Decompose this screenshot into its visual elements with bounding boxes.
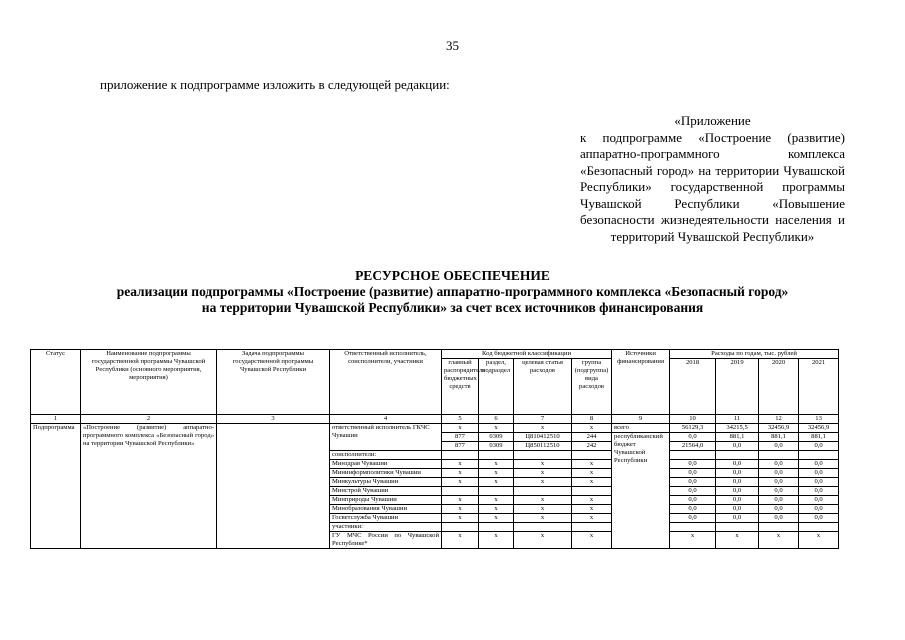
header-year-2019: 2019 [716, 359, 759, 415]
budget-code-cell: x [572, 469, 612, 478]
header-spacer [839, 350, 869, 415]
expense-cell: 0,0 [716, 460, 759, 469]
header-task: Задача подпрограммы государственной программы Чувашской Республики [217, 350, 330, 415]
header-year-2018: 2018 [670, 359, 716, 415]
expense-cell [799, 523, 839, 532]
budget-code-cell: x [514, 532, 572, 549]
executor-cell: Минздрав Чувашии [330, 460, 442, 469]
title-line-3: на территории Чувашской Республики» за счет всех источников финансирования [201, 300, 704, 315]
expense-cell: 0,0 [670, 469, 716, 478]
row-spacer [839, 451, 869, 460]
budget-code-cell: x [442, 514, 479, 523]
budget-code-cell: x [514, 505, 572, 514]
budget-code-cell: x [572, 505, 612, 514]
column-number: 13 [799, 415, 839, 424]
column-number: 5 [442, 415, 479, 424]
task-cell [217, 424, 330, 549]
executor-cell: ГУ МЧС России по Чувашской Республике* [330, 532, 442, 549]
expense-cell: 0,0 [670, 478, 716, 487]
budget-code-cell [572, 451, 612, 460]
source-all-cell: всего [612, 424, 670, 433]
appendix-note [580, 113, 845, 245]
expense-cell: 881,1 [716, 433, 759, 442]
executor-cell: Мининформполитики Чувашии [330, 469, 442, 478]
header-budget-code: Код бюджетной классификации [442, 350, 612, 359]
header-year-2021: 2021 [799, 359, 839, 415]
budget-code-cell: x [479, 478, 514, 487]
header-status: Статус [31, 350, 81, 415]
expense-cell: 0,0 [670, 460, 716, 469]
row-spacer [839, 505, 869, 514]
budget-code-cell: x [572, 460, 612, 469]
budget-code-cell [442, 451, 479, 460]
expense-cell: 56129,3 [670, 424, 716, 433]
expense-cell: 0,0 [670, 433, 716, 442]
column-number: 4 [330, 415, 442, 424]
expense-cell: 0,0 [716, 514, 759, 523]
row-spacer [839, 433, 869, 442]
expense-cell: 0,0 [759, 442, 799, 451]
budget-code-cell: x [442, 532, 479, 549]
column-number: 8 [572, 415, 612, 424]
expense-cell [759, 451, 799, 460]
expense-cell: 0,0 [759, 478, 799, 487]
budget-code-cell: x [442, 424, 479, 433]
header-expenses: Расходы по годам, тыс. рублей [670, 350, 839, 359]
header-bc-admin: главный распорядитель бюджетных средств [442, 359, 479, 415]
executor-cell: соисполнители: [330, 451, 442, 460]
executor-cell: Минприроды Чувашии [330, 496, 442, 505]
expense-cell: 881,1 [759, 433, 799, 442]
resource-table [30, 349, 869, 549]
budget-code-cell: x [572, 532, 612, 549]
header-executor: Ответственный исполнитель, соисполнители, участники [330, 350, 442, 415]
budget-code-cell: x [442, 505, 479, 514]
budget-code-cell [442, 523, 479, 532]
expense-cell: x [799, 532, 839, 549]
budget-code-cell: x [442, 496, 479, 505]
expense-cell: 0,0 [759, 487, 799, 496]
expense-cell: 0,0 [716, 487, 759, 496]
budget-code-cell [479, 451, 514, 460]
column-numbers-row [31, 415, 869, 424]
executor-cell: ответственный исполнитель ГКЧС Чувашии [330, 424, 442, 451]
expense-cell: 0,0 [799, 460, 839, 469]
budget-code-cell: x [479, 532, 514, 549]
row-spacer [839, 442, 869, 451]
row-spacer [839, 487, 869, 496]
expense-cell [670, 451, 716, 460]
executor-cell: Минкультуры Чувашии [330, 478, 442, 487]
column-number: 7 [514, 415, 572, 424]
expense-cell: 0,0 [759, 460, 799, 469]
column-number: 9 [612, 415, 670, 424]
executor-cell: Минстрой Чувашии [330, 487, 442, 496]
budget-code-cell: x [572, 496, 612, 505]
expense-cell: 0,0 [670, 487, 716, 496]
expense-cell: 21564,0 [670, 442, 716, 451]
expense-cell: x [759, 532, 799, 549]
budget-code-cell: x [572, 514, 612, 523]
expense-cell: 0,0 [799, 487, 839, 496]
header-name: Наименование подпрограммы государственной программы Чувашской Республики (основного мероприятия, мероприятия) [81, 350, 217, 415]
expense-cell: 881,1 [799, 433, 839, 442]
budget-code-cell: 0309 [479, 442, 514, 451]
budget-code-cell: x [479, 469, 514, 478]
row-spacer [839, 424, 869, 433]
document-title [0, 268, 905, 316]
expense-cell: 0,0 [670, 505, 716, 514]
budget-code-cell: 0309 [479, 433, 514, 442]
budget-code-cell: x [514, 514, 572, 523]
column-number: 1 [31, 415, 81, 424]
header-row-1 [31, 350, 869, 359]
budget-code-cell: 877 [442, 433, 479, 442]
expense-cell: 0,0 [799, 496, 839, 505]
title-line-1: РЕСУРСНОЕ ОБЕСПЕЧЕНИЕ [355, 268, 550, 283]
expense-cell: 0,0 [716, 505, 759, 514]
expense-cell: x [670, 532, 716, 549]
expense-cell [759, 523, 799, 532]
budget-code-cell: x [442, 460, 479, 469]
budget-code-cell: x [572, 424, 612, 433]
expense-cell [670, 523, 716, 532]
executor-cell: участники: [330, 523, 442, 532]
expense-cell [799, 451, 839, 460]
budget-code-cell: x [514, 478, 572, 487]
header-bc-section: раздел, подраздел [479, 359, 514, 415]
intro-text: приложение к подпрограмме изложить в следующей редакции: [100, 77, 450, 92]
row-spacer [839, 460, 869, 469]
budget-code-cell: x [479, 514, 514, 523]
row-spacer [839, 523, 869, 532]
column-number: 11 [716, 415, 759, 424]
program-name-cell: «Построение (развитие) аппаратно-программного комплекса «Безопасный город» на территории Чувашской Республики» [81, 424, 217, 549]
budget-code-cell [514, 487, 572, 496]
budget-code-cell [514, 523, 572, 532]
column-number: 3 [217, 415, 330, 424]
budget-code-cell: x [479, 496, 514, 505]
row-spacer [839, 496, 869, 505]
row-spacer [839, 532, 869, 549]
column-number: 10 [670, 415, 716, 424]
source-rb-cell: республиканский бюджет Чувашской Республики [612, 433, 670, 549]
column-number: 6 [479, 415, 514, 424]
expense-cell: 0,0 [759, 496, 799, 505]
row-spacer [839, 514, 869, 523]
expense-cell: 0,0 [799, 514, 839, 523]
budget-code-cell: x [442, 478, 479, 487]
budget-code-cell [479, 523, 514, 532]
budget-code-cell: Ц850112510 [514, 442, 572, 451]
expense-cell: 0,0 [716, 478, 759, 487]
appendix-body: к подпрограмме «Построение (развитие) аппаратно-программного комплекса «Безопасный город» на территории Чувашской Республики» государственной программы Чувашской Республики «Повышение безопасности жизнедеятельности населения и территорий Чувашской Республики» [580, 129, 845, 244]
expense-cell: 0,0 [759, 505, 799, 514]
expense-cell: 0,0 [716, 442, 759, 451]
row-spacer [839, 478, 869, 487]
expense-cell: 0,0 [799, 478, 839, 487]
budget-code-cell: x [479, 505, 514, 514]
status-cell: Подпрограмма [31, 424, 81, 549]
budget-code-cell: x [514, 469, 572, 478]
expense-cell: 34215,5 [716, 424, 759, 433]
header-year-2020: 2020 [759, 359, 799, 415]
budget-code-cell: x [479, 460, 514, 469]
expense-cell: 0,0 [799, 469, 839, 478]
column-number: 2 [81, 415, 217, 424]
expense-cell: 32456,9 [799, 424, 839, 433]
title-line-2: реализации подпрограммы «Построение (развитие) аппаратно-программного комплекса «Безопасный город» [116, 284, 789, 299]
budget-code-cell [442, 487, 479, 496]
expense-cell: 0,0 [716, 496, 759, 505]
executor-cell: Минобразования Чувашии [330, 505, 442, 514]
expense-cell: 32456,9 [759, 424, 799, 433]
expense-cell: 0,0 [759, 514, 799, 523]
budget-code-cell [572, 487, 612, 496]
expense-cell [716, 523, 759, 532]
budget-code-cell: x [514, 460, 572, 469]
budget-code-cell [479, 487, 514, 496]
expense-cell [716, 451, 759, 460]
budget-code-cell: x [572, 478, 612, 487]
budget-code-cell: Ц810412510 [514, 433, 572, 442]
appendix-heading: «Приложение [674, 113, 751, 128]
row-spacer [839, 469, 869, 478]
table-row [31, 424, 869, 433]
header-bc-target: целевая статья расходов [514, 359, 572, 415]
expense-cell: 0,0 [670, 514, 716, 523]
executor-cell: Госветслужба Чувашии [330, 514, 442, 523]
header-bc-group: группа (подгруппа) вида расходов [572, 359, 612, 415]
column-number: 12 [759, 415, 799, 424]
page-number: 35 [446, 38, 459, 53]
budget-code-cell: 242 [572, 442, 612, 451]
expense-cell: 0,0 [799, 505, 839, 514]
row-spacer [839, 415, 869, 424]
expense-cell: 0,0 [670, 496, 716, 505]
budget-code-cell: x [514, 496, 572, 505]
expense-cell: 0,0 [716, 469, 759, 478]
budget-code-cell [514, 451, 572, 460]
expense-cell: 0,0 [799, 442, 839, 451]
budget-code-cell: x [479, 424, 514, 433]
header-sources: Источники финансирования [612, 350, 670, 415]
budget-code-cell: 877 [442, 442, 479, 451]
expense-cell: x [716, 532, 759, 549]
budget-code-cell: x [514, 424, 572, 433]
budget-code-cell [572, 523, 612, 532]
budget-code-cell: 244 [572, 433, 612, 442]
expense-cell: 0,0 [759, 469, 799, 478]
budget-code-cell: x [442, 469, 479, 478]
